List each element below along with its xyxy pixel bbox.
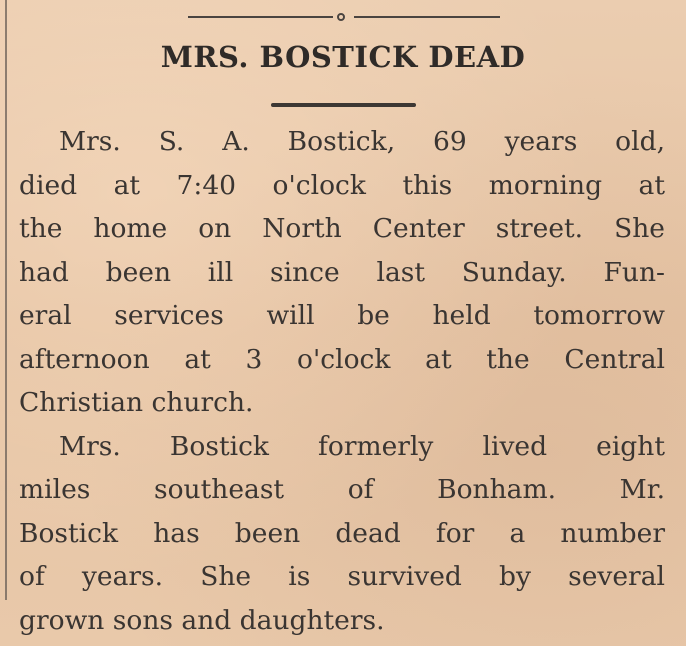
- divider-ornament-icon: [337, 13, 345, 21]
- paragraph-1: [19, 120, 665, 425]
- text-line: the home on North Center street. She: [19, 213, 665, 244]
- text-line: eral services will be held tomorrow: [19, 300, 665, 331]
- text-line: Mrs. S. A. Bostick, 69 years old,: [59, 126, 665, 157]
- text-line: Bostick has been dead for a number: [19, 517, 665, 549]
- text-line: afternoon at 3 o'clock at the Central: [19, 343, 665, 375]
- column-rule: [5, 0, 7, 600]
- text-line: miles southeast of Bonham. Mr.: [19, 474, 665, 505]
- text-line: Mrs. Bostick formerly lived eight: [59, 430, 665, 462]
- article-body: [19, 120, 665, 642]
- text-line: Christian church.: [19, 387, 254, 418]
- paragraph-2: [19, 425, 665, 643]
- text-line: grown sons and daughters.: [19, 604, 385, 636]
- headline-rule: [271, 103, 416, 107]
- ornamental-divider: [188, 13, 500, 21]
- divider-line-right: [354, 16, 500, 18]
- divider-line-left: [188, 16, 333, 18]
- text-line: had been ill since last Sunday. Fun-: [19, 256, 665, 288]
- text-line: of years. She is survived by several: [19, 561, 665, 592]
- text-line: died at 7:40 o'clock this morning at: [19, 169, 665, 201]
- headline: MRS. BOSTICK DEAD: [160, 40, 526, 74]
